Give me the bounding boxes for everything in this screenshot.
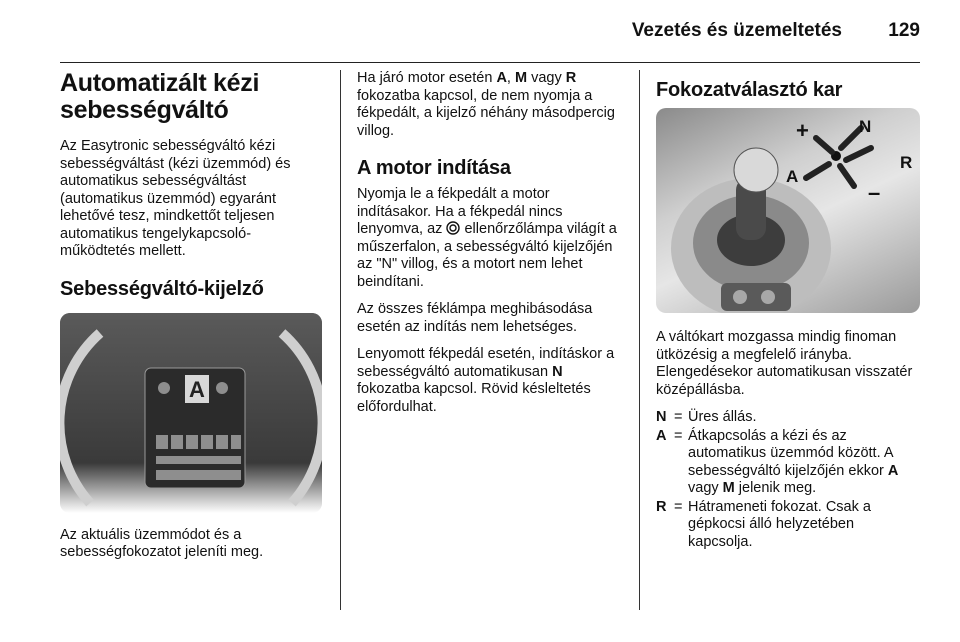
definition-r: R = Hátrameneti fokozat. Csak a gépkocsi álló helyzetében kapcsolja. — [656, 498, 871, 550]
neutral-paragraph: Lenyomott fékpedál esetén, indításkor a sebességváltó automatikusan N fokozatba kapcsol. Rövid késleltetés előfordulhat. — [357, 346, 615, 415]
label-n: N — [859, 117, 872, 136]
instrument-cluster-image — [60, 313, 322, 513]
engine-start-paragraph: Nyomja le a fékpedált a motor indításakor. Ha a fékpedál nincs lenyomva, az ellenőrzőlámpa világít a műszerfalon, a sebességváltó kijelzőjén az "N" villog, és a motort nem lehet beindítani. — [357, 186, 617, 290]
display-caption: Az aktuális üzemmódot és a sebességfokozatot jeleníti meg. — [60, 526, 264, 560]
label-minus: – — [868, 180, 881, 205]
label-a: A — [786, 167, 799, 186]
brake-warning-icon — [446, 221, 460, 235]
subsection-title: Sebességváltó-kijelző — [60, 277, 264, 300]
page-number: 129 — [888, 20, 920, 41]
column-divider — [639, 70, 640, 610]
selector-lever-image — [656, 108, 920, 313]
label-r: R — [900, 153, 913, 172]
definition-n: N = Üres állás. — [656, 409, 757, 425]
label-plus: + — [796, 118, 809, 143]
column-3 — [656, 70, 922, 552]
page-header — [0, 14, 960, 54]
column-2 — [357, 70, 625, 426]
gear-display-illustration — [60, 313, 322, 513]
subsection-title: Fokozatválasztó kar — [656, 79, 843, 101]
lever-instruction: A váltókart mozgassa mindig finoman ütközésig a megfelelő irányba. Elengedésekor automatikusan visszatér középállásba. — [656, 329, 913, 398]
column-divider — [340, 70, 341, 610]
position-definitions — [656, 409, 922, 551]
selector-lever-illustration — [656, 108, 920, 313]
column-1 — [60, 70, 322, 572]
brake-light-paragraph: Az összes féklámpa meghibásodása esetén az indítás nem lehetséges. — [357, 301, 593, 335]
display-gear-letter: A — [189, 376, 205, 402]
header-title: Vezetés és üzemeltetés — [631, 20, 842, 41]
intro-paragraph: Az Easytronic sebességváltó kézi sebességváltást (kézi üzemmód) és automatikus sebességváltást (automatikus üzemmód) egyaránt lehetővé tesz, mindkettőt teljesen automatikus tengelykapcsoló-működtetés mellett. — [60, 138, 291, 259]
subsection-title: A motor indítása — [357, 157, 511, 179]
flashing-paragraph: Ha járó motor esetén A, M vagy R fokozatba kapcsol, de nem nyomja a fékpedált, a kijelző néhány másodpercig villog. — [357, 70, 615, 139]
section-title: Automatizált kézi sebességváltó — [60, 69, 260, 124]
definition-a: A = Átkapcsolás a kézi és az automatikus üzemmód között. A sebességváltó kijelzőjén ekkor A vagy M jelenik meg. — [656, 427, 899, 496]
header-rule — [60, 62, 920, 63]
